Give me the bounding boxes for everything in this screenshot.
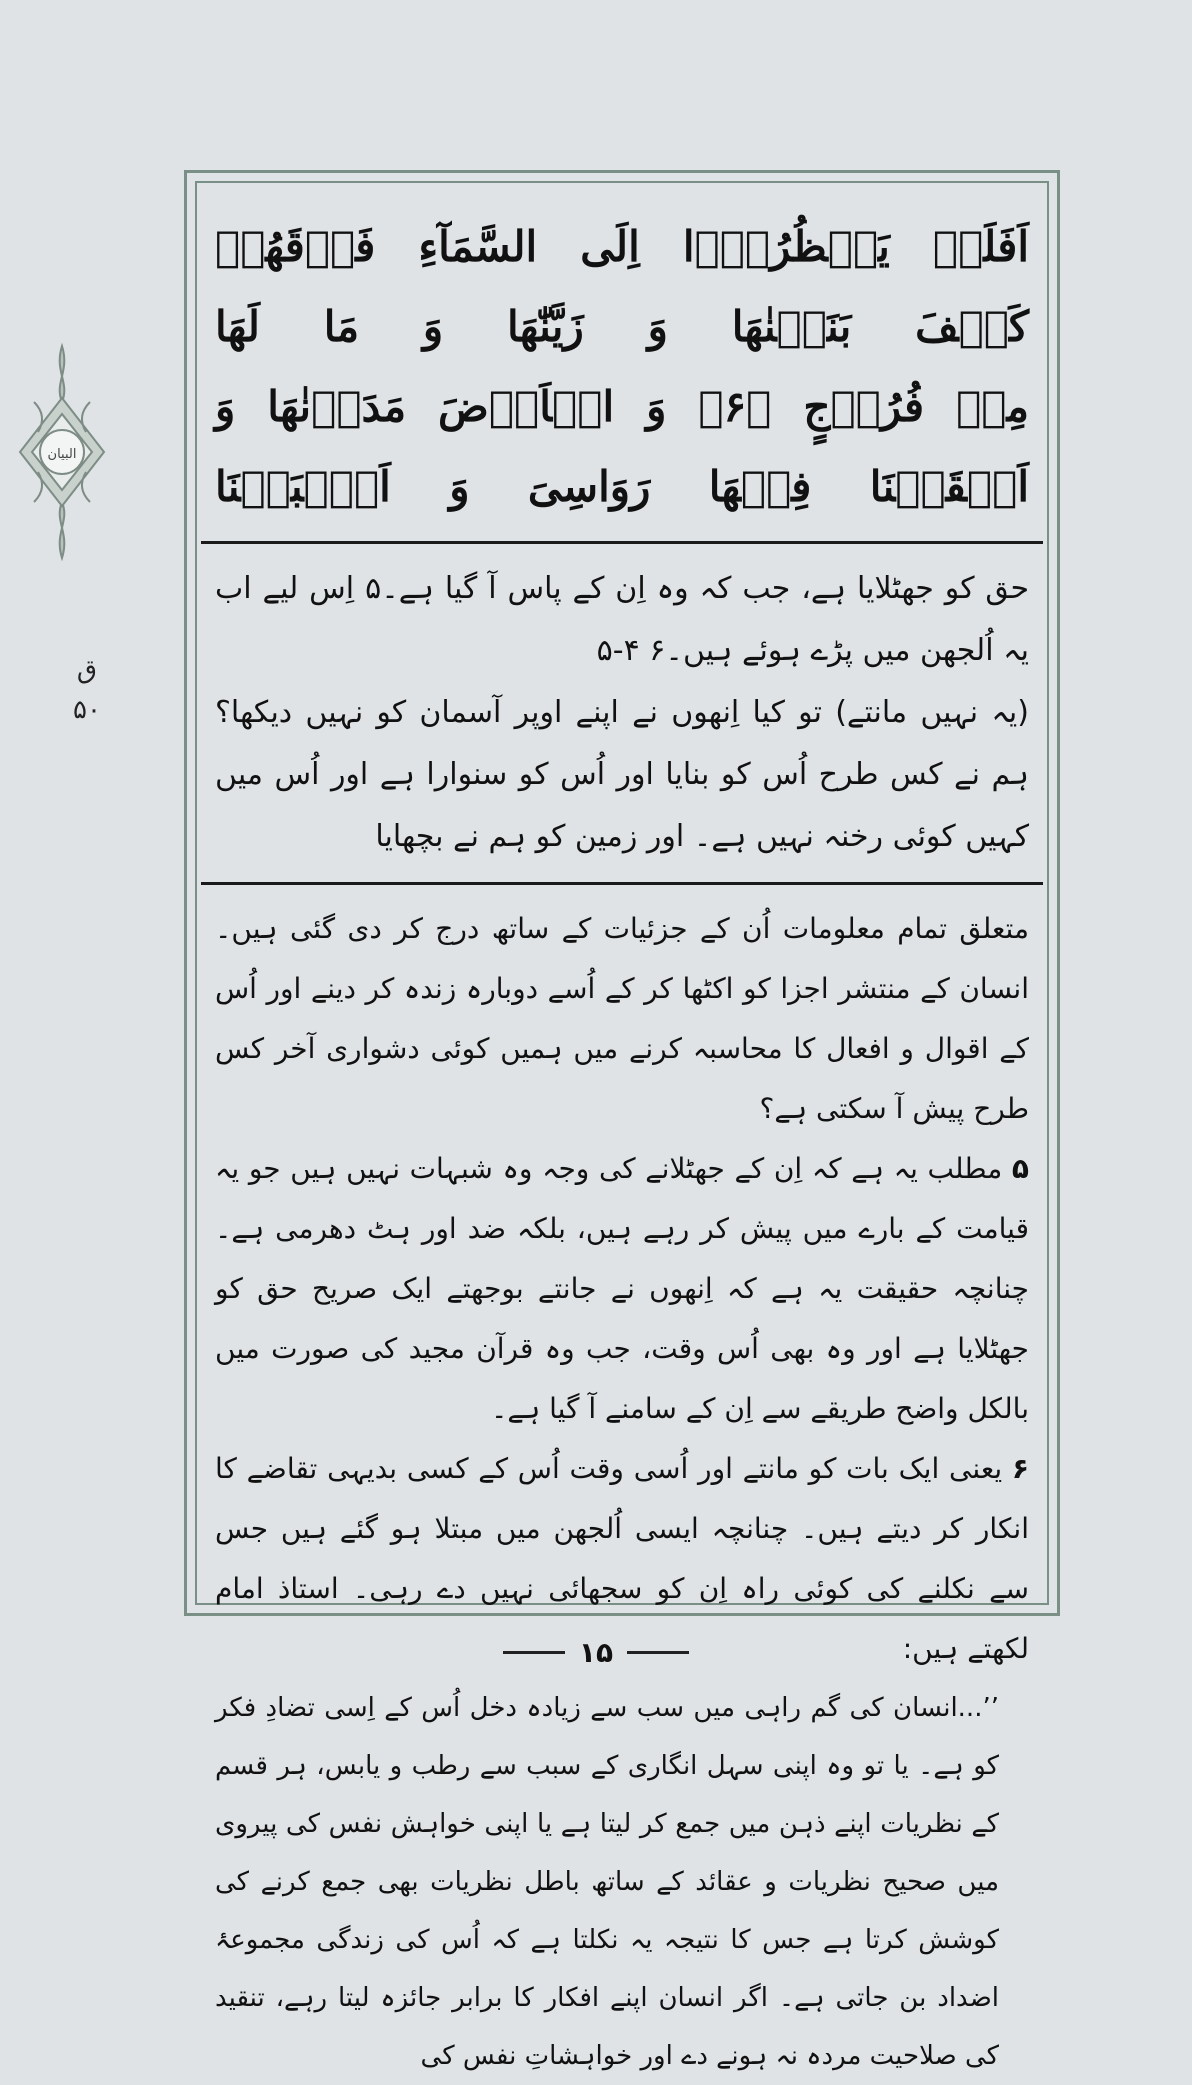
side-ornament	[14, 342, 110, 562]
surah-name: ق	[76, 655, 98, 685]
note-6-quote: ’’...انسان کی گم راہی میں سب سے زیادہ دخل اُس کے اِسی تضادِ فکر کو ہے۔ یا تو وہ اپنی سہل انگاری کے سبب سے رطب و یابس، ہر قسم کے نظریات اپنے ذہن میں جمع کر لیتا ہے یا اپنی خواہش نفس کی پیروی میں صحیح نظریات و عقائد کے ساتھ باطل نظریات بھی جمع کرنے کی کوشش کرتا ہے جس کا نتیجہ یہ نکلتا ہے کہ اُس کی زندگی مجموعۂ اضداد بن جاتی ہے۔ اگر انسان اپنے افکار کا برابر جائزہ لیتا رہے، تنقید کی صلاحیت مردہ نہ ہونے دے اور خواہشاتِ نفس کی	[215, 1693, 999, 2071]
notes-block	[215, 899, 1029, 2085]
surah-label	[67, 650, 107, 730]
ornament-text: البیان	[47, 447, 77, 462]
note-6-number: ۶	[1011, 1452, 1029, 1485]
page-number-rule-left	[503, 1651, 565, 1654]
note-continuation: متعلق تمام معلومات اُن کے جزئیات کے ساتھ درج کر دی گئی ہیں۔ انسان کے منتشر اجزا کو اکٹھا کر کے اُسے دوبارہ زندہ کر دینے اور اُس کے اقوال و افعال کا محاسبہ کرنے میں ہمیں کوئی دشواری آخر کس طرح پیش آ سکتی ہے؟	[215, 912, 1029, 1125]
translation-block	[215, 558, 1029, 868]
verse-line-2: مِنۡ فُرُوۡجٍ ﴿۶﴾ وَ الۡاَرۡضَ مَدَدۡنٰهَا وَ اَلۡقَیۡنَا فِیۡهَا رَوَاسِیَ وَ اَنۡۢبَتۡنَا	[215, 382, 1029, 511]
note-6-text: یعنی ایک بات کو مانتے اور اُسی وقت اُس کے کسی بدیہی تقاضے کا انکار کر دیتے ہیں۔ چنانچہ ایسی اُلجھن میں مبتلا ہو گئے ہیں جس سے نکلنے کی کوئی راہ اِن کو سجھائی نہیں دے رہی۔ استاذ امام لکھتے ہیں:	[215, 1452, 1029, 1665]
page-number: ۱۵	[578, 1636, 614, 1669]
page-number-rule-right	[627, 1651, 689, 1654]
translation-paragraph-1: حق کو جھٹلایا ہے، جب کہ وہ اِن کے پاس آ گیا ہے۔۵ اِس لیے اب یہ اُلجھن میں پڑے ہوئے ہیں۔۶ ۴-۵	[215, 571, 1029, 668]
note-5-text: مطلب یہ ہے کہ اِن کے جھٹلانے کی وجہ وہ شبہات نہیں ہیں جو یہ قیامت کے بارے میں پیش کر رہے ہیں، بلکہ ضد اور ہٹ دھرمی ہے۔ چنانچہ حقیقت یہ ہے کہ اِنھوں نے جانتے بوجھتے ایک صریح حق کو جھٹلایا ہے اور وہ بھی اُس وقت، جب وہ قرآن مجید کی صورت میں بالکل واضح طریقے سے اِن کے سامنے آ گیا ہے۔	[215, 1152, 1030, 1425]
page-number-footer	[0, 1636, 1192, 1669]
translation-paragraph-2: (یہ نہیں مانتے) تو کیا اِنھوں نے اپنے اوپر آسمان کو نہیں دیکھا؟ ہم نے کس طرح اُس کو بنایا اور اُس کو سنوارا ہے اور اُس میں کہیں کوئی رخنہ نہیں ہے۔ اور زمین کو ہم نے بچھایا	[215, 695, 1029, 854]
verse-line-1: اَفَلَمۡ یَنۡظُرُوۡۤا اِلَی السَّمَآءِ فَوۡقَهُمۡ کَیۡفَ بَنَیۡنٰهَا وَ زَیَّنّٰهَا وَ مَا لَهَا	[215, 222, 1029, 351]
note-5-number: ۵	[1011, 1152, 1029, 1185]
surah-number: ۵۰	[73, 695, 101, 725]
verse-block	[215, 207, 1029, 527]
section-divider	[201, 882, 1043, 885]
section-divider	[201, 541, 1043, 544]
note-5	[215, 1139, 1029, 1439]
floral-medallion-icon	[14, 342, 110, 562]
